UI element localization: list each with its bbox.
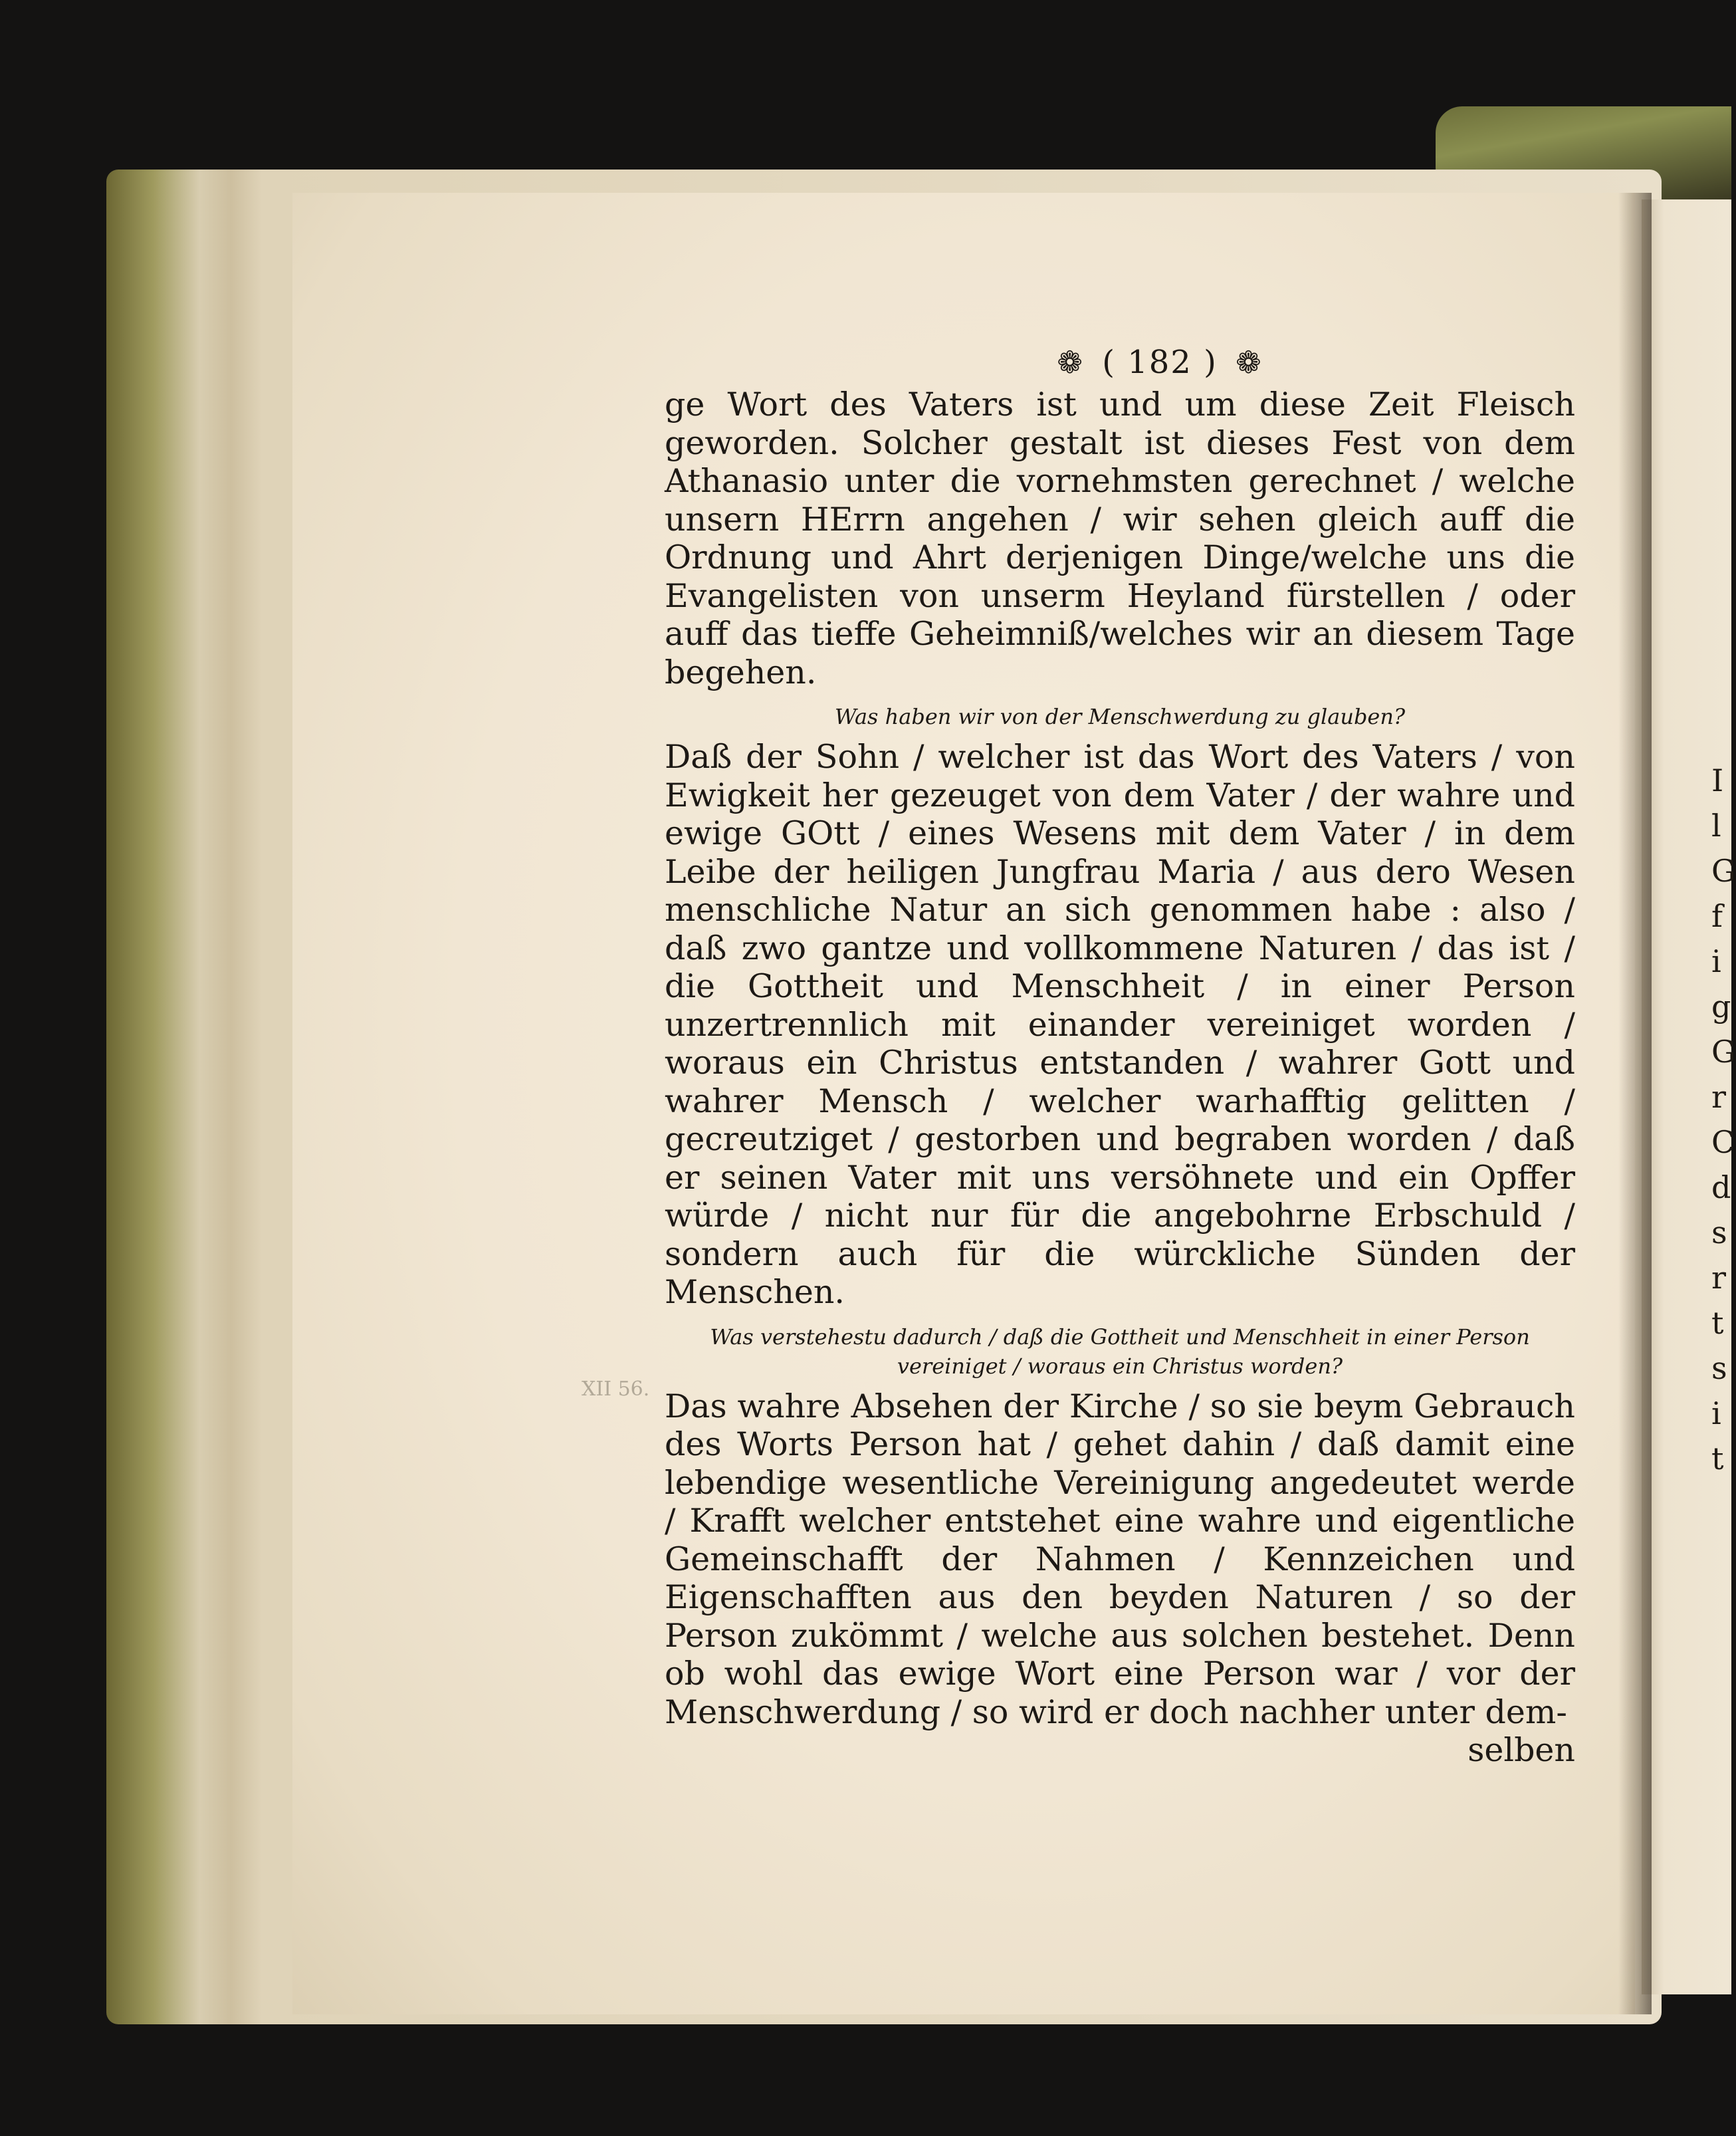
ornament-left-icon: ❁ xyxy=(1057,344,1084,380)
facing-page-letters: I l G f i g G r C d s r t s i t xyxy=(1711,763,1736,1477)
paragraph-2: Daß der Sohn / welcher ist das Wort des Vaters / von Ewigkeit her gezeuget von dem Vater / der wahre und ewige GOtt / eines Wesens mit dem Vater / in dem Leibe der heiligen Jungfrau Maria / aus dero Wesen menschliche Natur an sich genommen habe : also / daß zwo gantze und vollkommene Naturen / das ist / die Gottheit und Menschheit / in einer Person unzertrennlich mit einander vereiniget worden / woraus ein Christus entstanden / wahrer Gott und wahrer Mensch / welcher warhafftig gelitten / gecreutziget / gestorben und begraben worden / daß er seinen Vater mit uns versöhnete und ein Opffer würde / nicht nur für die angebohrne Erbschuld / sondern auch für die würckliche Sünden der Menschen. xyxy=(665,738,1575,1311)
page-number: ( 182 ) xyxy=(1102,344,1218,381)
question-heading-1: Was haben wir von der Menschwerdung zu glauben? xyxy=(834,704,1406,729)
paragraph-1: ge Wort des Vaters ist und um diese Zeit Fleisch geworden. Solcher gestalt ist dieses Fest von dem Athanasio unter die vornehmsten gerechnet / welche unsern HErrn angehen / wir sehen gleich auff die Ordnung und Ahrt derjenigen Dinge/welche uns die Evangelisten von unserm Heyland fürstellen / oder auff das tieffe Geheimniß/welches wir an diesem Tage begehen. xyxy=(665,386,1575,691)
margin-note: XII 56. xyxy=(582,1377,650,1401)
question-heading-2: Was verstehestu dadurch / daß die Gottheit und Menschheit in einer Person vereiniget / woraus ein Christus worden? xyxy=(710,1324,1530,1379)
page-header xyxy=(744,339,1575,386)
paragraph-3: Das wahre Absehen der Kirche / so sie beym Gebrauch des Worts Person hat / gehet dahin / daß damit eine lebendige wesentliche Vereinigung angedeutet werde / Krafft welcher entstehet eine wahre und eigentliche Gemeinschafft der Nahmen / Kennzeichen und Eigenschafften aus den beyden Naturen / so der Person zukömmt / welche aus solchen bestehet. Denn ob wohl das ewige Wort eine Person war / vor der Menschwerdung / so wird er doch nachher unter dem- xyxy=(665,1387,1575,1731)
text-block xyxy=(665,339,1575,1770)
page-gutter-shadow xyxy=(1618,193,1652,2014)
catchword: selben xyxy=(1467,1731,1575,1769)
ornament-right-icon: ❁ xyxy=(1236,344,1263,380)
